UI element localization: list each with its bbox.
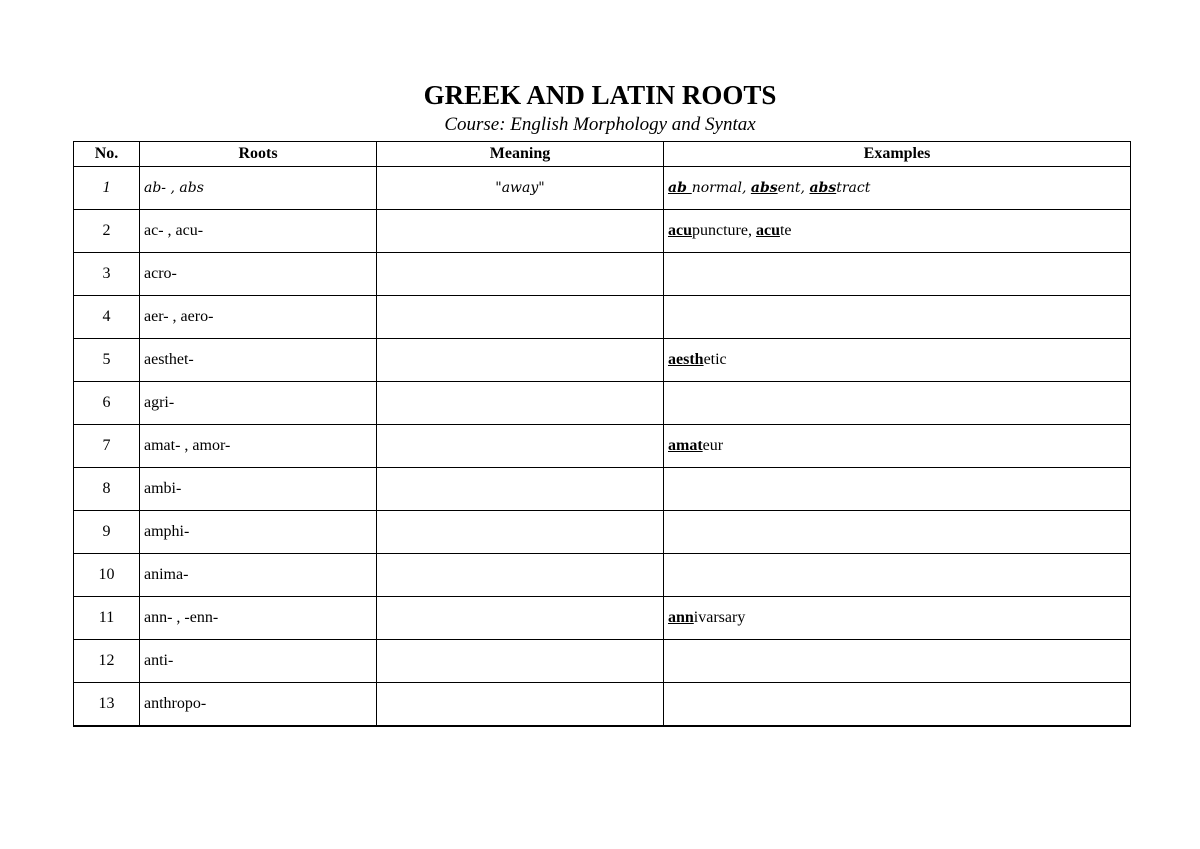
row-number: 13 (74, 683, 140, 727)
root-cell: anthropo- (140, 683, 377, 727)
roots-table (73, 141, 1131, 727)
table-row (74, 296, 1131, 339)
meaning-cell (377, 683, 664, 727)
root-cell: anima- (140, 554, 377, 597)
root-cell: amat- , amor- (140, 425, 377, 468)
root-highlight: ab (668, 180, 692, 196)
table-row (74, 597, 1131, 640)
row-number: 8 (74, 468, 140, 511)
example-text: puncture, (692, 222, 756, 239)
page-title: GREEK AND LATIN ROOTS (423, 80, 777, 110)
table-row (74, 511, 1131, 554)
meaning-cell (377, 253, 664, 296)
row-number: 11 (74, 597, 140, 640)
row-number: 6 (74, 382, 140, 425)
root-highlight: amat (668, 437, 703, 454)
root-highlight: abs (809, 180, 837, 196)
header-meaning: Meaning (377, 142, 664, 167)
root-highlight: aesth (668, 351, 704, 368)
examples-cell (664, 210, 1131, 253)
example-text: etic (703, 351, 727, 368)
example-text: ent, (777, 180, 810, 196)
meaning-cell (377, 210, 664, 253)
row-number: 2 (74, 210, 140, 253)
example-text: te (779, 222, 792, 239)
row-number: 9 (74, 511, 140, 554)
examples-cell (664, 683, 1131, 727)
examples-cell (664, 511, 1131, 554)
course-subtitle: Course: English Morphology and Syntax (444, 114, 756, 135)
root-cell: ab- , abs (140, 167, 377, 210)
root-highlight: acu (755, 222, 780, 239)
header-examples: Examples (664, 142, 1131, 167)
meaning-cell (377, 554, 664, 597)
row-number: 5 (74, 339, 140, 382)
root-cell: amphi- (140, 511, 377, 554)
root-cell: ac- , acu- (140, 210, 377, 253)
table-row (74, 339, 1131, 382)
meaning-cell (377, 339, 664, 382)
row-number: 10 (74, 554, 140, 597)
root-highlight: acu (668, 222, 692, 239)
table-row (74, 640, 1131, 683)
root-cell: anti- (140, 640, 377, 683)
examples-cell (664, 597, 1131, 640)
root-cell: ann- , -enn- (140, 597, 377, 640)
table-row (74, 683, 1131, 727)
table-body (74, 167, 1131, 727)
table-row (74, 210, 1131, 253)
examples-cell (664, 554, 1131, 597)
row-number: 3 (74, 253, 140, 296)
table-row (74, 425, 1131, 468)
table-row (74, 167, 1131, 210)
root-cell: agri- (140, 382, 377, 425)
root-cell: ambi- (140, 468, 377, 511)
header-no: No. (74, 142, 140, 167)
meaning-cell (377, 511, 664, 554)
root-highlight: ann (668, 609, 694, 626)
example-text: eur (702, 437, 724, 454)
root-cell: aer- , aero- (140, 296, 377, 339)
example-text: ivarsary (693, 609, 746, 626)
examples-cell (664, 253, 1131, 296)
examples-cell (664, 296, 1131, 339)
root-cell: aesthet- (140, 339, 377, 382)
row-number: 1 (74, 167, 140, 210)
header-roots: Roots (140, 142, 377, 167)
meaning-cell (377, 468, 664, 511)
table-row (74, 468, 1131, 511)
table-row (74, 554, 1131, 597)
examples-cell (664, 640, 1131, 683)
meaning-cell (377, 382, 664, 425)
root-highlight: abs (750, 180, 778, 196)
row-number: 7 (74, 425, 140, 468)
table-header-row (74, 142, 1131, 167)
examples-cell (664, 167, 1131, 210)
meaning-cell: "away" (377, 167, 664, 210)
example-text: normal, (691, 180, 751, 196)
examples-cell (664, 425, 1131, 468)
examples-cell (664, 468, 1131, 511)
meaning-cell (377, 640, 664, 683)
meaning-cell (377, 425, 664, 468)
table-row (74, 382, 1131, 425)
table-row (74, 253, 1131, 296)
meaning-cell (377, 296, 664, 339)
root-cell: acro- (140, 253, 377, 296)
meaning-cell (377, 597, 664, 640)
row-number: 12 (74, 640, 140, 683)
example-text: tract (836, 180, 871, 196)
examples-cell (664, 382, 1131, 425)
examples-cell (664, 339, 1131, 382)
row-number: 4 (74, 296, 140, 339)
